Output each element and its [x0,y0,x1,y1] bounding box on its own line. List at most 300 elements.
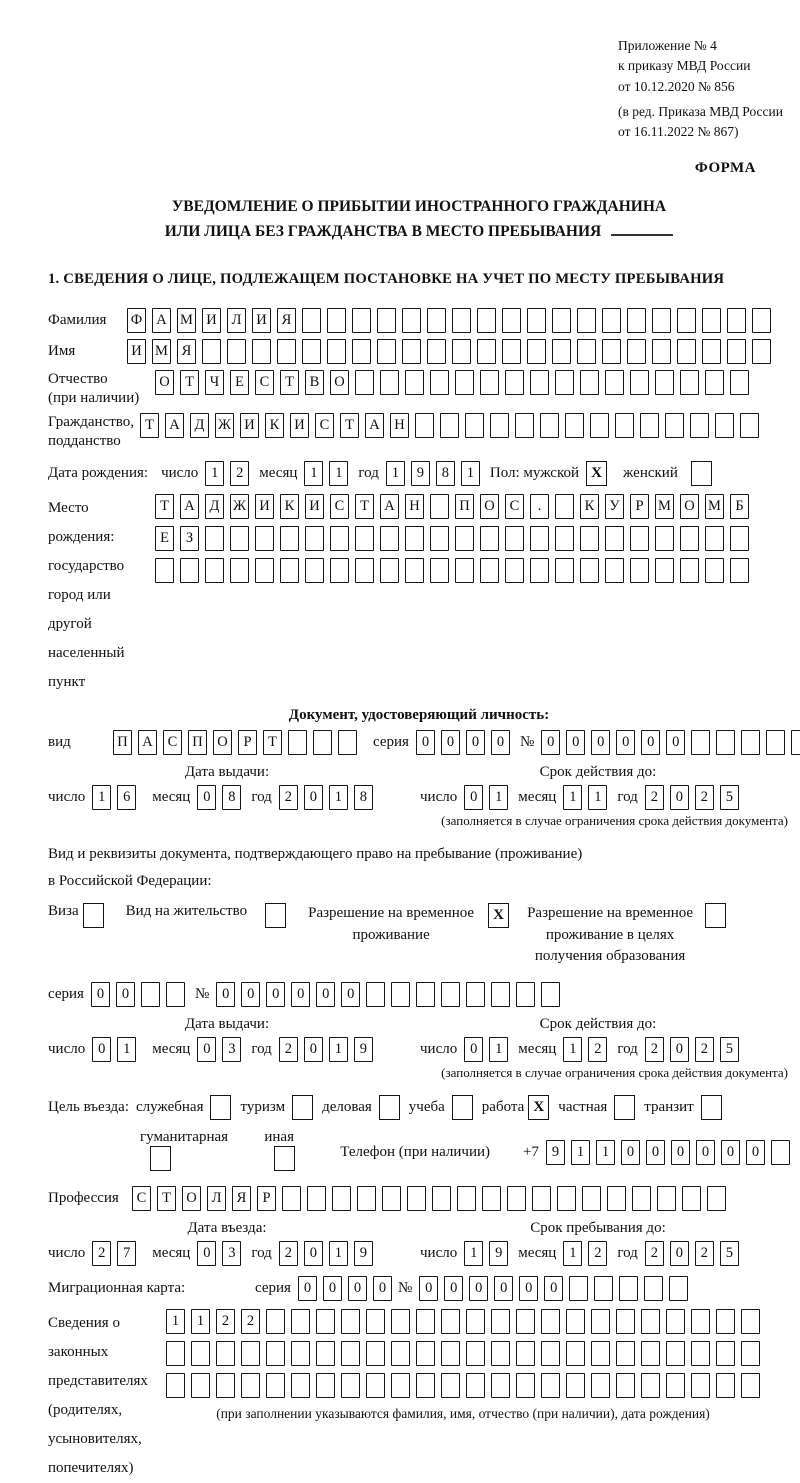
char-cell[interactable] [594,1276,613,1301]
char-cell[interactable] [355,558,374,583]
char-cell[interactable] [530,558,549,583]
char-cell[interactable] [580,558,599,583]
char-cell[interactable]: 2 [645,1241,664,1266]
char-cell[interactable]: 1 [329,461,348,486]
char-cell[interactable]: К [265,413,284,438]
char-cell[interactable] [277,339,296,364]
purpose-private-checkbox[interactable] [614,1095,635,1120]
char-cell[interactable]: 0 [671,1140,690,1165]
char-cell[interactable]: О [155,370,174,395]
char-cell[interactable] [591,1373,610,1398]
char-cell[interactable]: П [113,730,132,755]
char-cell[interactable] [655,370,674,395]
char-cell[interactable] [288,730,307,755]
char-cell[interactable] [302,308,321,333]
char-cell[interactable]: 1 [117,1037,136,1062]
char-cell[interactable] [566,1373,585,1398]
char-cell[interactable] [416,1341,435,1366]
char-cell[interactable] [665,413,684,438]
char-cell[interactable] [666,1341,685,1366]
char-cell[interactable] [591,1341,610,1366]
char-cell[interactable] [465,413,484,438]
char-cell[interactable] [380,558,399,583]
char-cell[interactable]: И [240,413,259,438]
char-cell[interactable] [641,1341,660,1366]
char-cell[interactable]: 1 [329,1241,348,1266]
char-cell[interactable] [407,1186,426,1211]
char-cell[interactable] [741,1341,760,1366]
char-cell[interactable] [166,982,185,1007]
char-cell[interactable] [441,1341,460,1366]
char-cell[interactable]: 1 [596,1140,615,1165]
char-cell[interactable]: 2 [588,1037,607,1062]
char-cell[interactable] [391,1373,410,1398]
char-cell[interactable]: 0 [323,1276,342,1301]
char-cell[interactable] [266,1309,285,1334]
char-cell[interactable] [577,339,596,364]
char-cell[interactable] [366,982,385,1007]
char-cell[interactable]: 0 [464,1037,483,1062]
char-cell[interactable] [382,1186,401,1211]
char-cell[interactable] [655,526,674,551]
char-cell[interactable] [530,370,549,395]
char-cell[interactable]: 8 [354,785,373,810]
char-cell[interactable] [644,1276,663,1301]
char-cell[interactable] [615,413,634,438]
char-cell[interactable] [607,1186,626,1211]
char-cell[interactable] [455,558,474,583]
char-cell[interactable] [482,1186,501,1211]
char-cell[interactable] [490,413,509,438]
char-cell[interactable] [716,1341,735,1366]
char-cell[interactable]: Ф [127,308,146,333]
char-cell[interactable] [391,1341,410,1366]
char-cell[interactable] [216,1373,235,1398]
char-cell[interactable]: 1 [464,1241,483,1266]
char-cell[interactable]: 0 [544,1276,563,1301]
char-cell[interactable]: О [182,1186,201,1211]
char-cell[interactable]: 0 [116,982,135,1007]
char-cell[interactable] [752,339,771,364]
char-cell[interactable] [255,526,274,551]
char-cell[interactable]: К [280,494,299,519]
char-cell[interactable] [752,308,771,333]
char-cell[interactable]: 0 [341,982,360,1007]
char-cell[interactable]: 2 [279,1241,298,1266]
char-cell[interactable]: 0 [519,1276,538,1301]
char-cell[interactable]: М [705,494,724,519]
char-cell[interactable] [702,339,721,364]
char-cell[interactable]: С [505,494,524,519]
char-cell[interactable]: 1 [461,461,480,486]
char-cell[interactable] [652,308,671,333]
char-cell[interactable] [266,1341,285,1366]
char-cell[interactable] [591,1309,610,1334]
char-cell[interactable] [466,1341,485,1366]
char-cell[interactable] [655,558,674,583]
char-cell[interactable]: Н [405,494,424,519]
char-cell[interactable] [730,370,749,395]
char-cell[interactable] [491,982,510,1007]
char-cell[interactable] [457,1186,476,1211]
char-cell[interactable] [141,982,160,1007]
char-cell[interactable]: 0 [444,1276,463,1301]
char-cell[interactable] [466,1373,485,1398]
char-cell[interactable] [391,1309,410,1334]
char-cell[interactable] [491,1309,510,1334]
char-cell[interactable] [652,339,671,364]
char-cell[interactable] [791,730,800,755]
char-cell[interactable] [441,982,460,1007]
char-cell[interactable]: 0 [466,730,485,755]
char-cell[interactable]: З [180,526,199,551]
char-cell[interactable] [327,308,346,333]
char-cell[interactable]: А [380,494,399,519]
char-cell[interactable]: С [132,1186,151,1211]
char-cell[interactable] [691,730,710,755]
char-cell[interactable] [352,339,371,364]
char-cell[interactable] [416,982,435,1007]
char-cell[interactable] [690,413,709,438]
char-cell[interactable] [582,1186,601,1211]
char-cell[interactable]: О [213,730,232,755]
char-cell[interactable]: 0 [670,1241,689,1266]
char-cell[interactable] [555,526,574,551]
char-cell[interactable] [641,1373,660,1398]
char-cell[interactable]: 0 [348,1276,367,1301]
char-cell[interactable] [630,558,649,583]
char-cell[interactable] [505,558,524,583]
char-cell[interactable] [730,526,749,551]
char-cell[interactable]: О [480,494,499,519]
char-cell[interactable]: 0 [197,785,216,810]
char-cell[interactable]: 0 [241,982,260,1007]
char-cell[interactable]: . [530,494,549,519]
char-cell[interactable] [452,339,471,364]
char-cell[interactable] [452,308,471,333]
char-cell[interactable] [541,982,560,1007]
char-cell[interactable]: 0 [197,1037,216,1062]
char-cell[interactable]: 2 [92,1241,111,1266]
char-cell[interactable] [391,982,410,1007]
char-cell[interactable] [430,494,449,519]
char-cell[interactable] [680,558,699,583]
char-cell[interactable]: 2 [645,785,664,810]
char-cell[interactable] [632,1186,651,1211]
char-cell[interactable]: 6 [117,785,136,810]
char-cell[interactable]: В [305,370,324,395]
char-cell[interactable] [416,1373,435,1398]
char-cell[interactable] [741,1309,760,1334]
char-cell[interactable] [569,1276,588,1301]
char-cell[interactable] [677,308,696,333]
char-cell[interactable]: А [152,308,171,333]
char-cell[interactable] [316,1341,335,1366]
char-cell[interactable] [602,339,621,364]
char-cell[interactable]: Ч [205,370,224,395]
char-cell[interactable] [191,1341,210,1366]
char-cell[interactable] [516,1373,535,1398]
char-cell[interactable] [516,982,535,1007]
char-cell[interactable] [541,1341,560,1366]
char-cell[interactable]: Т [340,413,359,438]
char-cell[interactable]: А [180,494,199,519]
char-cell[interactable]: 2 [216,1309,235,1334]
char-cell[interactable]: Я [232,1186,251,1211]
char-cell[interactable]: И [127,339,146,364]
char-cell[interactable]: Б [730,494,749,519]
char-cell[interactable] [530,526,549,551]
char-cell[interactable] [241,1373,260,1398]
char-cell[interactable]: 0 [641,730,660,755]
char-cell[interactable] [627,339,646,364]
char-cell[interactable] [491,1341,510,1366]
char-cell[interactable]: Е [155,526,174,551]
char-cell[interactable]: А [365,413,384,438]
char-cell[interactable]: 0 [441,730,460,755]
char-cell[interactable] [205,526,224,551]
char-cell[interactable] [716,1373,735,1398]
char-cell[interactable]: И [290,413,309,438]
char-cell[interactable] [502,308,521,333]
char-cell[interactable] [166,1341,185,1366]
char-cell[interactable] [341,1309,360,1334]
char-cell[interactable] [566,1341,585,1366]
char-cell[interactable]: 1 [304,461,323,486]
char-cell[interactable]: А [165,413,184,438]
char-cell[interactable]: Р [630,494,649,519]
purpose-study-checkbox[interactable] [452,1095,473,1120]
char-cell[interactable] [552,308,571,333]
char-cell[interactable]: И [255,494,274,519]
char-cell[interactable]: 0 [92,1037,111,1062]
char-cell[interactable] [727,308,746,333]
char-cell[interactable] [166,1373,185,1398]
char-cell[interactable] [730,558,749,583]
char-cell[interactable] [480,558,499,583]
purpose-tourism-checkbox[interactable] [292,1095,313,1120]
char-cell[interactable]: Я [177,339,196,364]
char-cell[interactable]: С [255,370,274,395]
char-cell[interactable]: 0 [291,982,310,1007]
char-cell[interactable]: П [455,494,474,519]
char-cell[interactable] [302,339,321,364]
char-cell[interactable]: 1 [489,1037,508,1062]
char-cell[interactable] [666,1373,685,1398]
char-cell[interactable] [555,370,574,395]
char-cell[interactable] [280,526,299,551]
char-cell[interactable] [705,370,724,395]
gender-male-checkbox[interactable]: X [586,461,607,486]
char-cell[interactable] [405,558,424,583]
char-cell[interactable]: 0 [416,730,435,755]
char-cell[interactable]: 0 [216,982,235,1007]
char-cell[interactable]: 8 [222,785,241,810]
char-cell[interactable]: 0 [316,982,335,1007]
temp-permit-checkbox[interactable]: X [488,903,509,928]
char-cell[interactable] [377,339,396,364]
char-cell[interactable] [366,1373,385,1398]
char-cell[interactable] [540,413,559,438]
char-cell[interactable] [282,1186,301,1211]
char-cell[interactable] [727,339,746,364]
char-cell[interactable]: Т [140,413,159,438]
char-cell[interactable]: 0 [670,785,689,810]
char-cell[interactable] [580,370,599,395]
char-cell[interactable]: 9 [411,461,430,486]
char-cell[interactable] [230,526,249,551]
char-cell[interactable] [691,1341,710,1366]
char-cell[interactable] [316,1309,335,1334]
char-cell[interactable] [640,413,659,438]
char-cell[interactable]: 0 [91,982,110,1007]
char-cell[interactable] [605,370,624,395]
purpose-work-checkbox[interactable]: X [528,1095,549,1120]
char-cell[interactable]: 0 [494,1276,513,1301]
char-cell[interactable] [477,308,496,333]
char-cell[interactable] [480,526,499,551]
char-cell[interactable] [466,1309,485,1334]
char-cell[interactable] [180,558,199,583]
char-cell[interactable] [402,308,421,333]
char-cell[interactable]: 0 [721,1140,740,1165]
char-cell[interactable]: 0 [621,1140,640,1165]
char-cell[interactable]: 0 [373,1276,392,1301]
char-cell[interactable] [541,1373,560,1398]
char-cell[interactable]: 2 [279,1037,298,1062]
char-cell[interactable]: М [177,308,196,333]
char-cell[interactable]: 0 [304,785,323,810]
char-cell[interactable] [416,1309,435,1334]
char-cell[interactable]: 0 [746,1140,765,1165]
purpose-other-checkbox[interactable] [274,1146,295,1171]
char-cell[interactable] [715,413,734,438]
char-cell[interactable] [330,558,349,583]
char-cell[interactable] [532,1186,551,1211]
char-cell[interactable] [352,308,371,333]
char-cell[interactable]: Д [190,413,209,438]
char-cell[interactable] [355,370,374,395]
char-cell[interactable] [515,413,534,438]
char-cell[interactable] [313,730,332,755]
char-cell[interactable] [565,413,584,438]
char-cell[interactable]: 1 [563,1037,582,1062]
char-cell[interactable] [616,1373,635,1398]
char-cell[interactable]: 0 [298,1276,317,1301]
char-cell[interactable]: Т [355,494,374,519]
char-cell[interactable] [669,1276,688,1301]
char-cell[interactable]: 8 [436,461,455,486]
char-cell[interactable] [527,339,546,364]
char-cell[interactable] [191,1373,210,1398]
char-cell[interactable] [252,339,271,364]
char-cell[interactable]: 0 [464,785,483,810]
char-cell[interactable]: П [188,730,207,755]
char-cell[interactable] [291,1373,310,1398]
char-cell[interactable] [405,370,424,395]
char-cell[interactable] [771,1140,790,1165]
char-cell[interactable]: 3 [222,1037,241,1062]
char-cell[interactable] [680,526,699,551]
char-cell[interactable] [291,1341,310,1366]
char-cell[interactable] [505,526,524,551]
char-cell[interactable] [280,558,299,583]
char-cell[interactable]: 0 [304,1241,323,1266]
char-cell[interactable]: 1 [166,1309,185,1334]
char-cell[interactable] [402,339,421,364]
char-cell[interactable] [366,1341,385,1366]
char-cell[interactable] [427,339,446,364]
char-cell[interactable] [430,558,449,583]
char-cell[interactable]: 5 [720,1037,739,1062]
residence-permit-checkbox[interactable] [265,903,286,928]
char-cell[interactable] [741,730,760,755]
char-cell[interactable]: Л [207,1186,226,1211]
char-cell[interactable] [740,413,759,438]
char-cell[interactable]: 7 [117,1241,136,1266]
char-cell[interactable] [266,1373,285,1398]
char-cell[interactable] [327,339,346,364]
char-cell[interactable]: 5 [720,785,739,810]
char-cell[interactable] [155,558,174,583]
char-cell[interactable]: 1 [205,461,224,486]
char-cell[interactable]: Т [280,370,299,395]
char-cell[interactable]: 0 [541,730,560,755]
char-cell[interactable]: 0 [670,1037,689,1062]
char-cell[interactable] [357,1186,376,1211]
char-cell[interactable] [432,1186,451,1211]
char-cell[interactable] [477,339,496,364]
char-cell[interactable]: 1 [588,785,607,810]
char-cell[interactable]: 2 [695,1241,714,1266]
char-cell[interactable]: 1 [563,1241,582,1266]
purpose-official-checkbox[interactable] [210,1095,231,1120]
char-cell[interactable]: 0 [591,730,610,755]
char-cell[interactable]: М [655,494,674,519]
char-cell[interactable] [577,308,596,333]
char-cell[interactable]: 2 [230,461,249,486]
gender-female-checkbox[interactable] [691,461,712,486]
char-cell[interactable] [338,730,357,755]
char-cell[interactable] [516,1309,535,1334]
char-cell[interactable] [741,1373,760,1398]
char-cell[interactable]: С [315,413,334,438]
char-cell[interactable] [441,1309,460,1334]
char-cell[interactable]: 9 [354,1037,373,1062]
char-cell[interactable] [430,370,449,395]
char-cell[interactable] [716,1309,735,1334]
char-cell[interactable] [657,1186,676,1211]
char-cell[interactable]: Т [155,494,174,519]
char-cell[interactable] [705,558,724,583]
purpose-humanitarian-checkbox[interactable] [150,1146,171,1171]
char-cell[interactable] [502,339,521,364]
char-cell[interactable]: 3 [222,1241,241,1266]
char-cell[interactable]: 0 [566,730,585,755]
char-cell[interactable]: 2 [695,1037,714,1062]
char-cell[interactable] [702,308,721,333]
char-cell[interactable]: О [330,370,349,395]
char-cell[interactable] [230,558,249,583]
char-cell[interactable]: 9 [546,1140,565,1165]
char-cell[interactable] [557,1186,576,1211]
char-cell[interactable]: 1 [329,785,348,810]
char-cell[interactable]: О [680,494,699,519]
char-cell[interactable]: 2 [241,1309,260,1334]
char-cell[interactable] [441,1373,460,1398]
char-cell[interactable]: 1 [489,785,508,810]
char-cell[interactable] [330,526,349,551]
